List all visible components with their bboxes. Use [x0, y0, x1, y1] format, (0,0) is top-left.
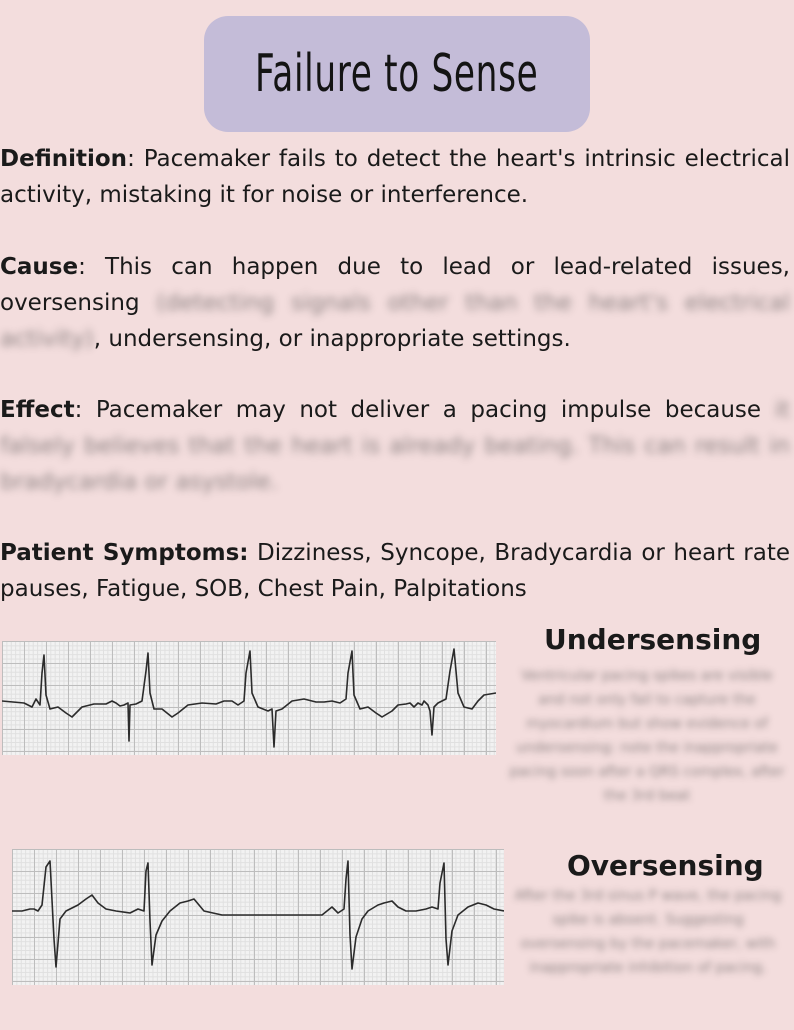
undersensing-ecg-trace — [2, 641, 496, 755]
undersensing-heading: Undersensing — [544, 623, 762, 656]
cause-text: : This can happen due to lead or lead-related issues, oversensing — [0, 254, 790, 316]
oversensing-blurred-caption: After the 3rd sinus P wave, the pacing spike is absent. Suggesting oversensing by the pacemaker, with inappropriate inhibition of pacing. — [514, 888, 782, 976]
cause-label: Cause — [0, 254, 79, 280]
symptoms-label: Patient Symptoms: — [0, 540, 249, 566]
definition-paragraph — [0, 141, 790, 213]
undersensing-ecg-strip — [2, 641, 496, 755]
effect-label: Effect — [0, 397, 75, 423]
page-title: Failure to Sense — [255, 44, 539, 104]
effect-text: : Pacemaker may not deliver a pacing impulse because — [74, 397, 775, 423]
cause-blurred-text: (detecting signals other than the heart's electrical activity) — [0, 290, 790, 352]
title-banner — [204, 16, 590, 132]
effect-blurred-text: it falsely believes that the heart is already beating. This can result in bradycardia or asystole. — [0, 397, 790, 495]
undersensing-blurred-caption: Ventricular pacing spikes are visible and not only fail to capture the myocardium but show evidence of undersensing: note the inappropriate pacing soon after a QRS complex, after the 3rd beat — [509, 668, 785, 804]
symptoms-text: Dizziness, Syncope, Bradycardia or heart rate pauses, Fatigue, SOB, Chest Pain, Palpitations — [0, 540, 791, 602]
cause-paragraph — [0, 249, 790, 357]
definition-label: Definition — [0, 146, 128, 172]
definition-text: : Pacemaker fails to detect the heart's intrinsic electrical activity, mistaking it for noise or interference. — [0, 146, 790, 208]
effect-paragraph — [0, 392, 790, 500]
oversensing-ecg-strip — [12, 849, 504, 985]
oversensing-heading: Oversensing — [567, 849, 764, 882]
oversensing-ecg-trace — [12, 849, 504, 985]
cause-text-end: , undersensing, or inappropriate settings. — [93, 326, 571, 352]
symptoms-paragraph — [0, 535, 790, 607]
